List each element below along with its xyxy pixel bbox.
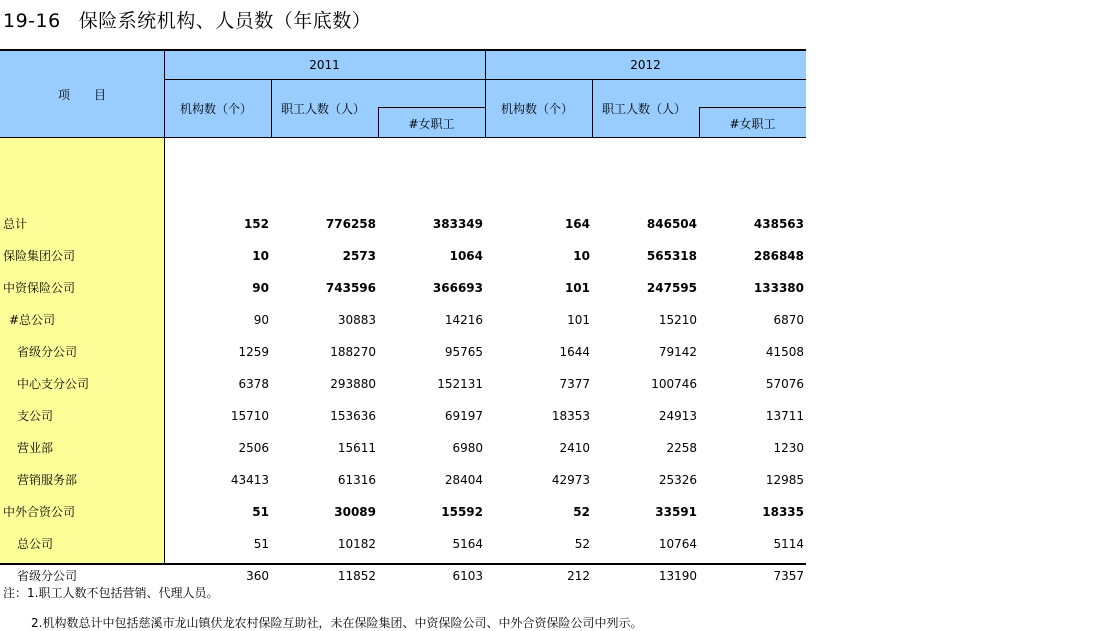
table-cell: 188270: [330, 345, 376, 359]
table-row: [0, 501, 806, 533]
table-cell: 776258: [325, 217, 376, 231]
table-bottom-border: [0, 563, 806, 565]
table-row: [0, 309, 806, 341]
table-cell: 2258: [666, 441, 697, 455]
table-cell: 6103: [452, 569, 483, 583]
header-divider: [271, 79, 272, 138]
table-cell: 293880: [330, 377, 376, 391]
table-cell: 1064: [449, 249, 483, 263]
table-cell: 133380: [753, 281, 804, 295]
table-cell: 15611: [337, 441, 376, 455]
header-female: #女职工: [729, 117, 776, 131]
table-cell: 14216: [444, 313, 483, 327]
row-label: 营销服务部: [17, 473, 78, 487]
table-cell: 18335: [762, 505, 804, 519]
table-cell: 15210: [658, 313, 697, 327]
table-cell: 52: [574, 537, 590, 551]
table-cell: 6378: [238, 377, 269, 391]
table-cell: 43413: [230, 473, 269, 487]
table-cell: 28404: [444, 473, 483, 487]
table-cell: 57076: [765, 377, 804, 391]
table-cell: 42973: [551, 473, 590, 487]
table-cell: 41508: [765, 345, 804, 359]
table-cell: 25326: [658, 473, 697, 487]
header-item: 项 目: [57, 88, 106, 102]
header-staff: 职工人数（人）: [281, 102, 366, 116]
table-cell: 152131: [437, 377, 483, 391]
header-staff: 职工人数（人）: [602, 102, 687, 116]
table-cell: 10182: [337, 537, 376, 551]
table-cell: 15710: [230, 409, 269, 423]
table-cell: 5164: [452, 537, 483, 551]
table-cell: 1230: [773, 441, 804, 455]
page-title: [3, 6, 371, 33]
header-female: #女职工: [408, 117, 455, 131]
table-row: [0, 213, 806, 245]
row-label: 省级分公司: [17, 569, 78, 583]
table-row: [0, 245, 806, 277]
header-institutions: 机构数（个）: [501, 102, 574, 116]
row-label: #总公司: [9, 313, 56, 327]
table-cell: 79142: [658, 345, 697, 359]
table-cell: 212: [567, 569, 590, 583]
table-cell: 846504: [646, 217, 697, 231]
header-top-border: [0, 49, 806, 51]
table-cell: 15592: [441, 505, 483, 519]
table-cell: 360: [246, 569, 269, 583]
table-header: [0, 49, 806, 138]
row-label: 中资保险公司: [3, 281, 76, 295]
table-row: [0, 533, 806, 565]
table-cell: 152: [243, 217, 269, 231]
table-cell: 51: [253, 537, 269, 551]
table-cell: 10: [573, 249, 590, 263]
header-divider: [699, 107, 806, 108]
table-row: [0, 405, 806, 437]
header-divider: [378, 107, 485, 108]
table-cell: 7357: [773, 569, 804, 583]
row-label: 总计: [3, 217, 28, 231]
table-cell: 90: [253, 313, 269, 327]
table-cell: 2573: [342, 249, 376, 263]
table-cell: 1259: [238, 345, 269, 359]
table-row: [0, 373, 806, 405]
table-cell: 2506: [238, 441, 269, 455]
table-cell: 13711: [765, 409, 804, 423]
table-row: [0, 469, 806, 501]
row-label: 保险集团公司: [3, 249, 76, 263]
row-label: 省级分公司: [17, 345, 78, 359]
table-row: [0, 341, 806, 373]
table-cell: 51: [252, 505, 269, 519]
header-institutions: 机构数（个）: [180, 102, 253, 116]
row-label: 中心支分公司: [17, 377, 90, 391]
row-label: 支公司: [17, 409, 54, 423]
table-cell: 100746: [651, 377, 697, 391]
table-cell: 383349: [432, 217, 483, 231]
table-cell: 743596: [325, 281, 376, 295]
table-cell: 12985: [765, 473, 804, 487]
table-row: [0, 277, 806, 309]
table-cell: 101: [567, 313, 590, 327]
table-cell: 565318: [646, 249, 697, 263]
table-number: 19-16: [3, 10, 61, 32]
table-cell: 69197: [444, 409, 483, 423]
header-year-2012: 2012: [630, 58, 661, 72]
footnote-2: 2.机构数总计中包括慈溪市龙山镇伏龙农村保险互助社，未在保险集团、中资保险公司、中外合资保险公司中列示。: [31, 616, 643, 630]
table-cell: 33591: [655, 505, 697, 519]
table-cell: 101: [564, 281, 590, 295]
table-cell: 6980: [452, 441, 483, 455]
table-title: 保险系统机构、人员数（年底数）: [78, 10, 372, 32]
table-cell: 164: [564, 217, 590, 231]
table-cell: 52: [573, 505, 590, 519]
header-divider: [592, 79, 593, 138]
table-cell: 6870: [773, 313, 804, 327]
table-cell: 7377: [559, 377, 590, 391]
table-cell: 438563: [753, 217, 804, 231]
row-label: 总公司: [17, 537, 54, 551]
row-label: 中外合资公司: [3, 505, 76, 519]
table-cell: 24913: [658, 409, 697, 423]
table-cell: 1644: [559, 345, 590, 359]
table-cell: 153636: [330, 409, 376, 423]
table-cell: 247595: [646, 281, 697, 295]
row-label: 营业部: [17, 441, 54, 455]
table-cell: 10764: [658, 537, 697, 551]
table-cell: 13190: [658, 569, 697, 583]
footnote-1: 注：1.职工人数不包括营销、代理人员。: [3, 586, 219, 600]
table-cell: 61316: [337, 473, 376, 487]
table-row: [0, 437, 806, 469]
table-cell: 90: [252, 281, 269, 295]
table-cell: 2410: [559, 441, 590, 455]
table-cell: 366693: [432, 281, 483, 295]
table-cell: 10: [252, 249, 269, 263]
table-cell: 18353: [551, 409, 590, 423]
table-cell: 30089: [334, 505, 376, 519]
header-divider: [164, 79, 806, 80]
header-year-2011: 2011: [309, 58, 340, 72]
table-cell: 30883: [337, 313, 376, 327]
table-cell: 286848: [753, 249, 804, 263]
table-cell: 11852: [337, 569, 376, 583]
table-cell: 5114: [773, 537, 804, 551]
table-cell: 95765: [444, 345, 483, 359]
